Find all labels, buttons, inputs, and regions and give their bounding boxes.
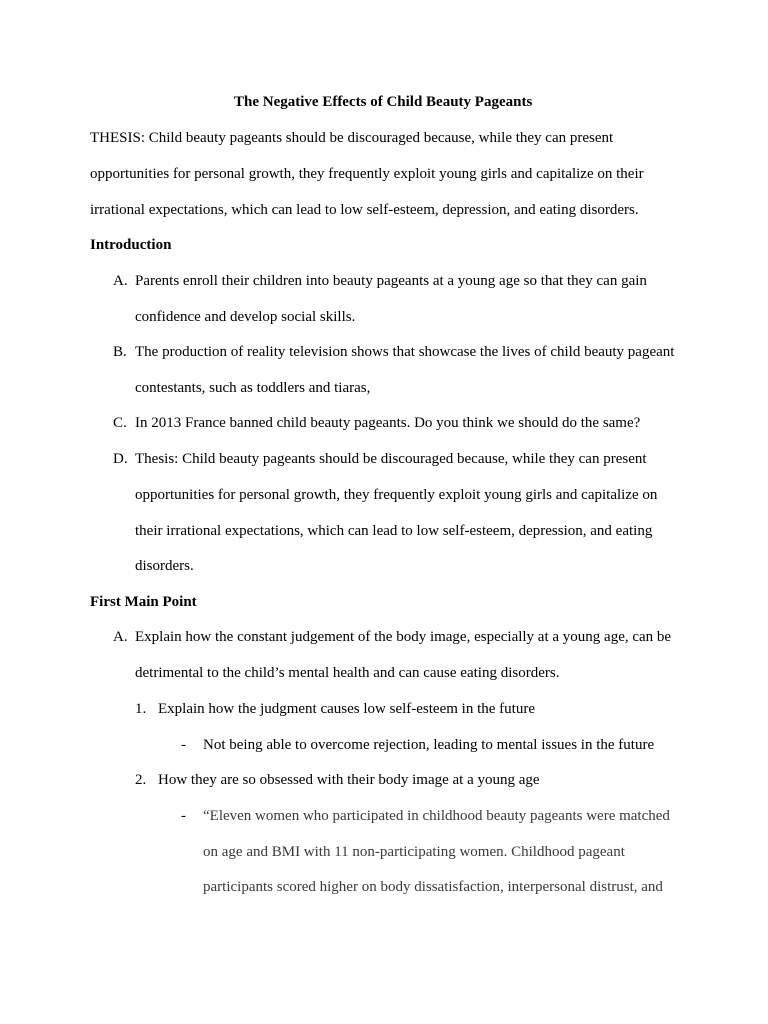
sub-list-marker: 1. bbox=[135, 701, 147, 717]
bullet-marker: - bbox=[181, 737, 186, 753]
quote-line: “Eleven women who participated in childhood beauty pageants were matched bbox=[203, 808, 670, 824]
bullet-marker: - bbox=[181, 808, 186, 824]
list-item-line: contestants, such as toddlers and tiaras, bbox=[135, 380, 371, 396]
list-item-line: Parents enroll their children into beauty pageants at a young age so that they can gain bbox=[135, 273, 647, 289]
list-item-line: detrimental to the child’s mental health and can cause eating disorders. bbox=[135, 665, 560, 681]
list-item-line: Thesis: Child beauty pageants should be discouraged because, while they can present bbox=[135, 451, 647, 467]
list-item-line: confidence and develop social skills. bbox=[135, 309, 356, 325]
list-marker: B. bbox=[113, 344, 127, 360]
first-main-point-heading: First Main Point bbox=[90, 594, 197, 610]
bullet-item: Not being able to overcome rejection, leading to mental issues in the future bbox=[203, 737, 655, 753]
list-item-line: In 2013 France banned child beauty pageants. Do you think we should do the same? bbox=[135, 415, 641, 431]
list-item-line: The production of reality television shows that showcase the lives of child beauty pageant bbox=[135, 344, 675, 360]
thesis-line: opportunities for personal growth, they frequently exploit young girls and capitalize on their bbox=[90, 166, 644, 182]
sub-list-marker: 2. bbox=[135, 772, 147, 788]
list-item-line: disorders. bbox=[135, 558, 194, 574]
quote-line: participants scored higher on body dissatisfaction, interpersonal distrust, and bbox=[203, 879, 663, 895]
list-item-line: opportunities for personal growth, they frequently exploit young girls and capitalize on bbox=[135, 487, 658, 503]
list-marker: D. bbox=[113, 451, 128, 467]
quote-line: on age and BMI with 11 non-participating women. Childhood pageant bbox=[203, 844, 625, 860]
sub-list-item: How they are so obsessed with their body image at a young age bbox=[158, 772, 540, 788]
thesis-line: THESIS: Child beauty pageants should be discouraged because, while they can present bbox=[90, 130, 614, 146]
list-item-line: their irrational expectations, which can lead to low self-esteem, depression, and eating bbox=[135, 523, 653, 539]
introduction-heading: Introduction bbox=[90, 237, 172, 253]
sub-list-item: Explain how the judgment causes low self-esteem in the future bbox=[158, 701, 535, 717]
thesis-line: irrational expectations, which can lead to low self-esteem, depression, and eating disorders. bbox=[90, 202, 639, 218]
document-title: The Negative Effects of Child Beauty Pageants bbox=[234, 94, 533, 110]
list-marker: C. bbox=[113, 415, 127, 431]
list-marker: A. bbox=[113, 273, 128, 289]
list-marker: A. bbox=[113, 629, 128, 645]
list-item-line: Explain how the constant judgement of the body image, especially at a young age, can be bbox=[135, 629, 672, 645]
